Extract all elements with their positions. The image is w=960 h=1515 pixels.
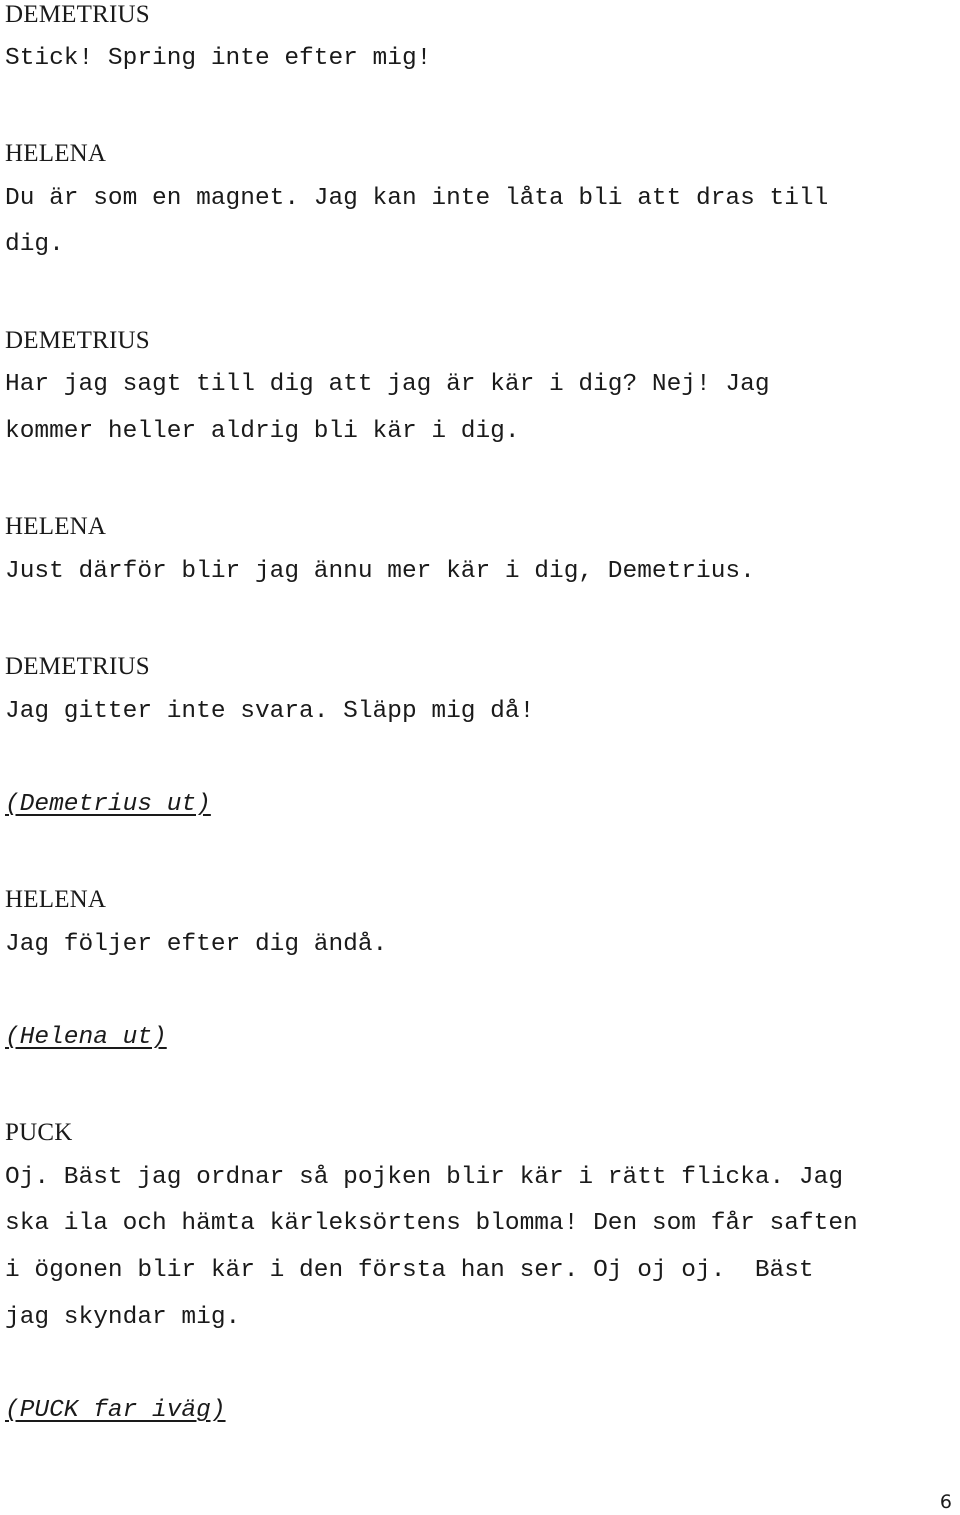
- speaker-name: DEMETRIUS: [5, 327, 150, 354]
- dialogue-line: jag skyndar mig.: [5, 1304, 241, 1331]
- dialogue-line: dig.: [5, 231, 64, 258]
- stage-direction: (Helena ut): [5, 1024, 167, 1051]
- dialogue-line: Jag gitter inte svara. Släpp mig då!: [5, 698, 535, 725]
- dialogue-line: Har jag sagt till dig att jag är kär i dig? Nej! Jag: [5, 371, 770, 398]
- dialogue-line: i ögonen blir kär i den första han ser. Oj oj oj. Bäst: [5, 1257, 814, 1284]
- speaker-name: DEMETRIUS: [5, 653, 150, 680]
- speaker-name: HELENA: [5, 140, 107, 167]
- speaker-name: HELENA: [5, 513, 107, 540]
- dialogue-line: Stick! Spring inte efter mig!: [5, 45, 432, 72]
- speaker-name: PUCK: [5, 1119, 73, 1146]
- dialogue-line: Du är som en magnet. Jag kan inte låta bli att dras till: [5, 185, 829, 212]
- stage-direction: (PUCK far iväg): [5, 1397, 226, 1424]
- dialogue-line: kommer heller aldrig bli kär i dig.: [5, 418, 520, 445]
- stage-direction: (Demetrius ut): [5, 791, 211, 818]
- dialogue-line: Just därför blir jag ännu mer kär i dig, Demetrius.: [5, 558, 755, 585]
- dialogue-line: Oj. Bäst jag ordnar så pojken blir kär i rätt flicka. Jag: [5, 1164, 844, 1191]
- dialogue-line: Jag följer efter dig ändå.: [5, 931, 388, 958]
- speaker-name: HELENA: [5, 886, 107, 913]
- page-number: 6: [939, 1491, 952, 1513]
- dialogue-line: ska ila och hämta kärleksörtens blomma! Den som får saften: [5, 1210, 858, 1237]
- speaker-name: DEMETRIUS: [5, 1, 150, 28]
